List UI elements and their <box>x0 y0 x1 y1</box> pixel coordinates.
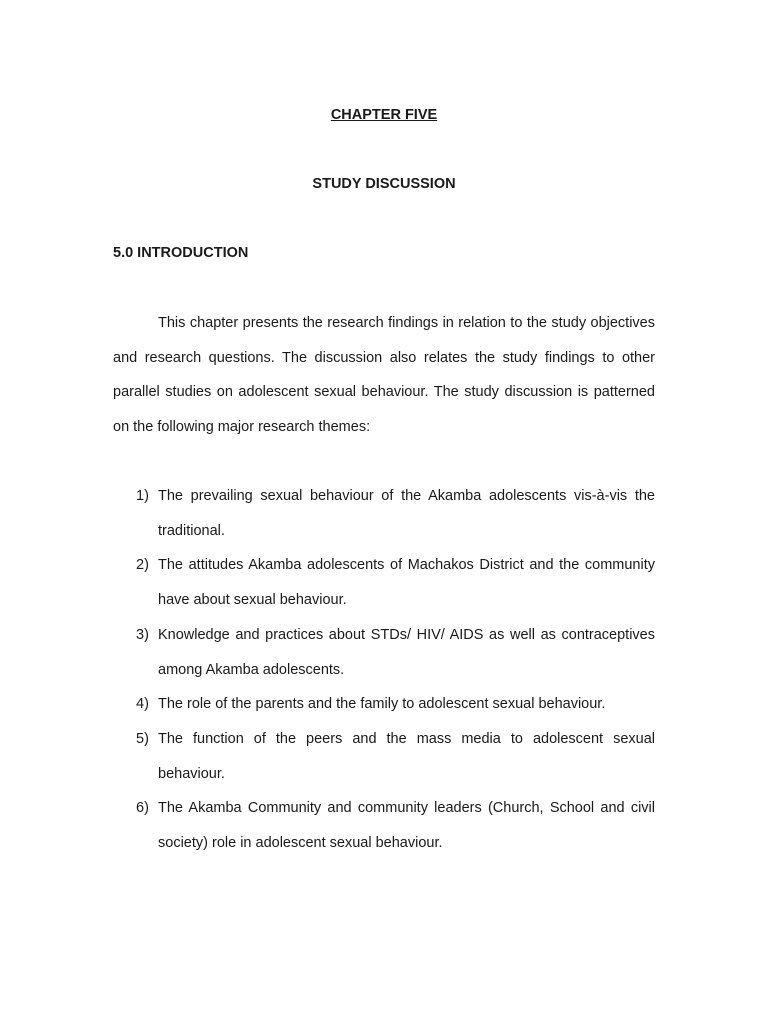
list-item-text: The role of the parents and the family to adolescent sexual behaviour. <box>158 696 606 713</box>
list-item-text: Knowledge and practices about STDs/ HIV/ AIDS as well as contraceptives among Akamba adolescents. <box>158 626 655 678</box>
list-item-text: The Akamba Community and community leaders (Church, School and civil society) role in adolescent sexual behaviour. <box>158 800 655 852</box>
research-themes-list <box>113 479 655 861</box>
list-item-text: The function of the peers and the mass media to adolescent sexual behaviour. <box>158 730 655 782</box>
list-item-number: 4) <box>136 696 149 713</box>
list-item <box>113 479 655 548</box>
list-item <box>113 548 655 617</box>
list-item <box>113 722 655 791</box>
list-item-number: 1) <box>136 488 149 504</box>
list-item-number: 6) <box>136 800 149 817</box>
list-item <box>113 791 655 860</box>
list-item-text: The prevailing sexual behaviour of the Akamba adolescents vis-à-vis the traditional. <box>158 488 655 539</box>
list-item-text: The attitudes Akamba adolescents of Machakos District and the community have about sexual behaviour. <box>158 557 655 609</box>
list-item <box>113 687 655 722</box>
list-item <box>113 618 655 687</box>
subsection-heading: 5.0 INTRODUCTION <box>113 245 249 261</box>
intro-paragraph: This chapter presents the research findings in relation to the study objectives and research questions. The discussion also relates the study findings to other parallel studies on adolescent sexual behaviour. The study discussion is patterned on the following major research themes: <box>113 315 655 436</box>
list-item-number: 2) <box>136 557 149 574</box>
section-title: STUDY DISCUSSION <box>312 176 456 192</box>
list-item-number: 5) <box>136 730 149 747</box>
chapter-title: CHAPTER FIVE <box>330 107 438 123</box>
list-item-number: 3) <box>136 626 149 643</box>
